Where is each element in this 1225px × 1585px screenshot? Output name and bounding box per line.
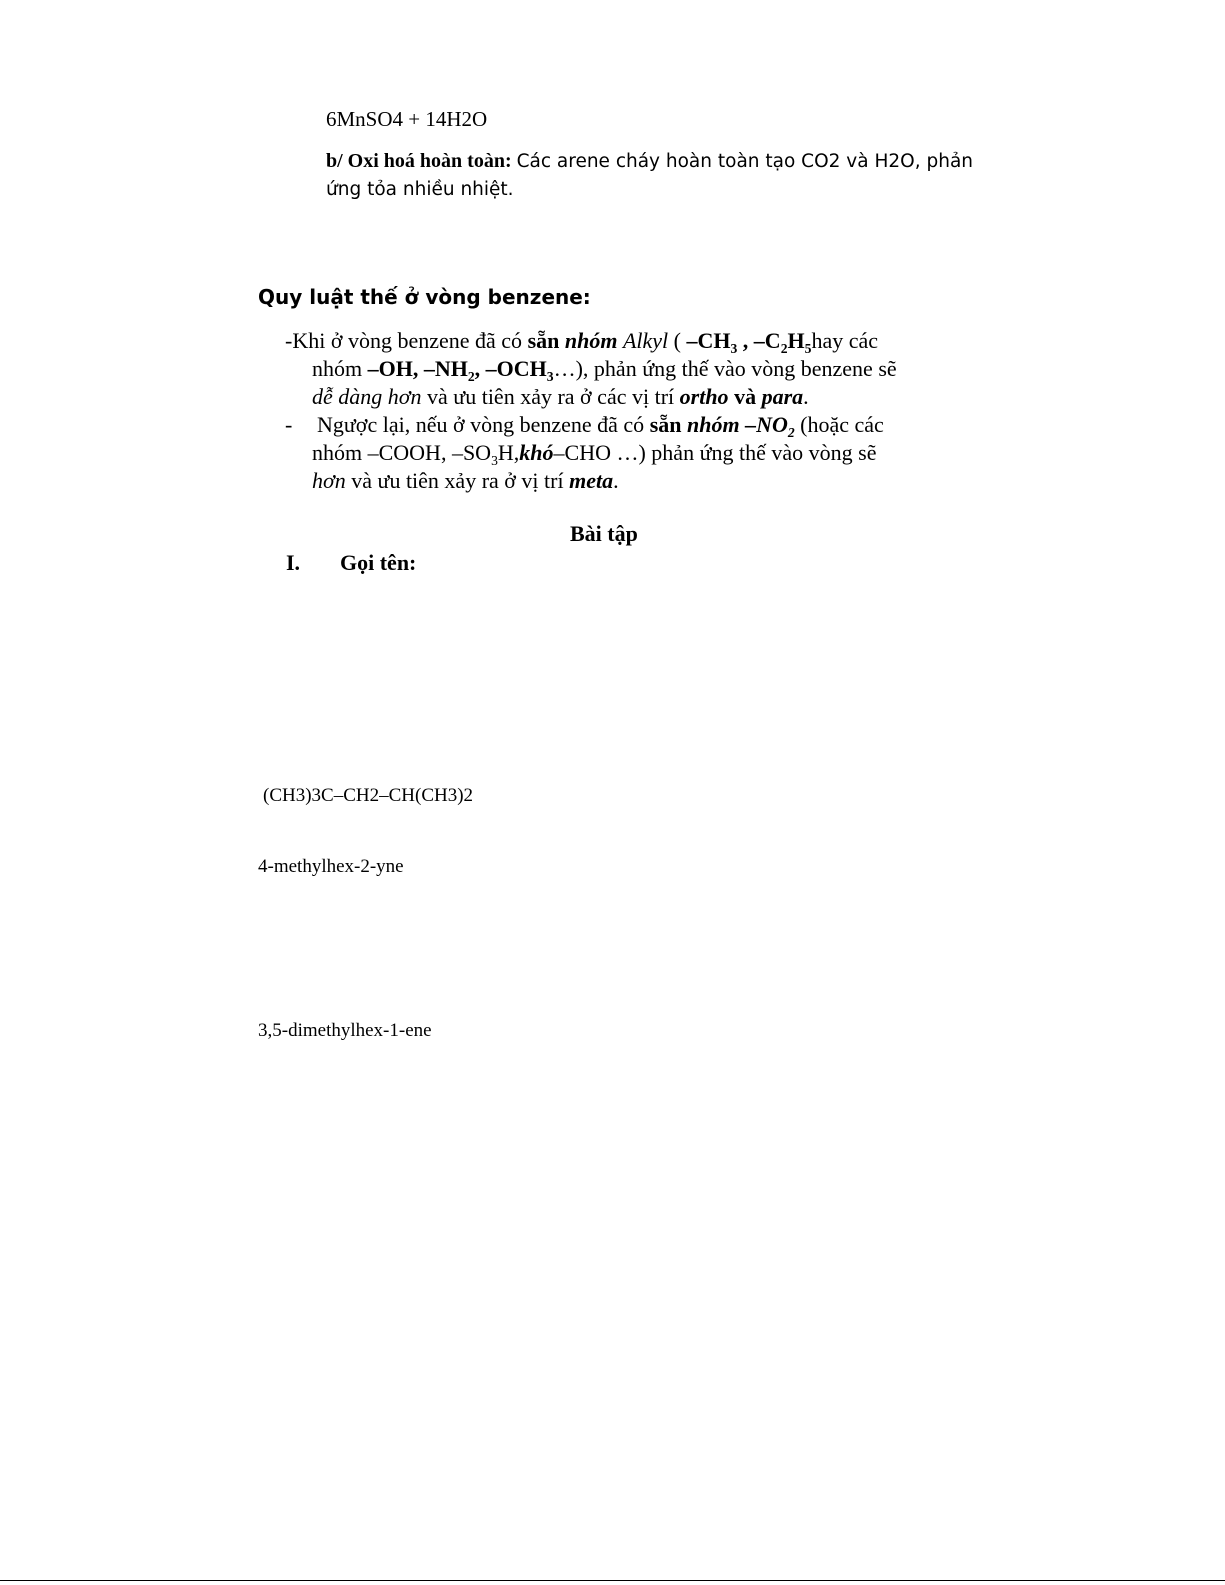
text: -Khi ở vòng benzene đã có xyxy=(285,328,528,353)
rule-title-text: Quy luật thế ở vòng benzene: xyxy=(258,285,591,309)
oxidation-heading: b/ Oxi hoá hoàn toàn: xyxy=(326,150,512,172)
exercise-item-text: (CH3)3C–CH2–CH(CH3)2 xyxy=(263,785,474,806)
section-number xyxy=(286,550,300,576)
text: nhóm xyxy=(312,356,368,381)
text: nhóm –COOH, –SO xyxy=(312,440,492,465)
exercise-item-text: 4-methylhex-2-yne xyxy=(258,856,404,877)
exercise-item xyxy=(258,1020,432,1042)
text-bold-italic: nhóm xyxy=(564,328,618,353)
section-number-text: I. xyxy=(286,550,301,575)
text-italic: hơn xyxy=(312,468,346,493)
text-bold-italic: meta xyxy=(569,468,614,493)
text-bold-italic: para xyxy=(761,384,804,409)
text-bold: sẵn xyxy=(527,328,560,353)
exercise-item xyxy=(263,785,473,807)
text-bold-italic: –NO xyxy=(745,412,788,437)
subscript: 2 xyxy=(780,340,788,356)
text-bold: , –C xyxy=(737,328,781,353)
text: …), phản ứng thế vào vòng benzene sẽ xyxy=(553,356,897,381)
subscript: 3 xyxy=(491,452,498,468)
exercise-item-text: 3,5-dimethylhex-1-ene xyxy=(258,1020,432,1041)
list-marker: - xyxy=(285,412,293,437)
text-bold: –OH, –NH xyxy=(367,356,468,381)
rule-p1-line-3 xyxy=(312,384,809,410)
rule-p2-line-3 xyxy=(312,468,619,494)
text-bold: , –OCH xyxy=(474,356,547,381)
text: . xyxy=(803,384,809,409)
exercises-title-text: Bài tập xyxy=(570,521,638,546)
text: –CHO …) phản ứng thế vào vòng sẽ xyxy=(553,440,877,465)
oxidation-text-1: Các arene cháy hoàn toàn tạo CO2 và H2O, phản xyxy=(516,151,974,172)
text: và ưu tiên xảy ra ở các vị trí xyxy=(421,384,680,409)
rule-p2-dash xyxy=(285,412,292,438)
text-bold: sẵn xyxy=(649,412,682,437)
rule-title xyxy=(258,285,591,309)
rule-p1-line-2 xyxy=(312,356,897,382)
text-bold-italic: ortho xyxy=(679,384,729,409)
oxidation-line-1 xyxy=(326,150,973,173)
text-bold: H xyxy=(787,328,805,353)
text: và ưu tiên xảy ra ở vị trí xyxy=(345,468,570,493)
section-title xyxy=(340,550,416,576)
exercise-item xyxy=(258,856,404,878)
rule-p1-line-1 xyxy=(285,328,878,354)
text: (hoặc các xyxy=(794,412,884,437)
page-bottom-divider xyxy=(0,1580,1225,1581)
equation-line xyxy=(326,107,487,132)
text: Ngược lại, nếu ở vòng benzene đã có xyxy=(317,412,650,437)
text: H, xyxy=(497,440,520,465)
text-bold: –CH xyxy=(686,328,731,353)
subscript: 5 xyxy=(804,340,812,356)
text-italic: dễ dàng hơn xyxy=(312,384,422,409)
rule-p2-line-1 xyxy=(317,412,884,438)
equation-text: 6MnSO4 + 14H2O xyxy=(326,107,488,131)
oxidation-text-2: ứng tỏa nhiều nhiệt. xyxy=(326,179,514,200)
exercises-title xyxy=(570,521,638,547)
subscript: 3 xyxy=(730,340,738,356)
subscript: 2 xyxy=(787,424,795,440)
rule-p2-line-2 xyxy=(312,440,876,466)
text-bold-italic: khó xyxy=(519,440,554,465)
subscript: 3 xyxy=(546,368,554,384)
text: hay các xyxy=(811,328,878,353)
text-bold-italic: nhóm xyxy=(686,412,740,437)
oxidation-line-2 xyxy=(326,179,514,200)
text: . xyxy=(613,468,619,493)
section-title-text: Gọi tên: xyxy=(340,550,417,575)
text-italic: Alkyl xyxy=(622,328,669,353)
text: ( xyxy=(668,328,687,353)
text-bold: và xyxy=(728,384,762,409)
subscript: 2 xyxy=(467,368,475,384)
